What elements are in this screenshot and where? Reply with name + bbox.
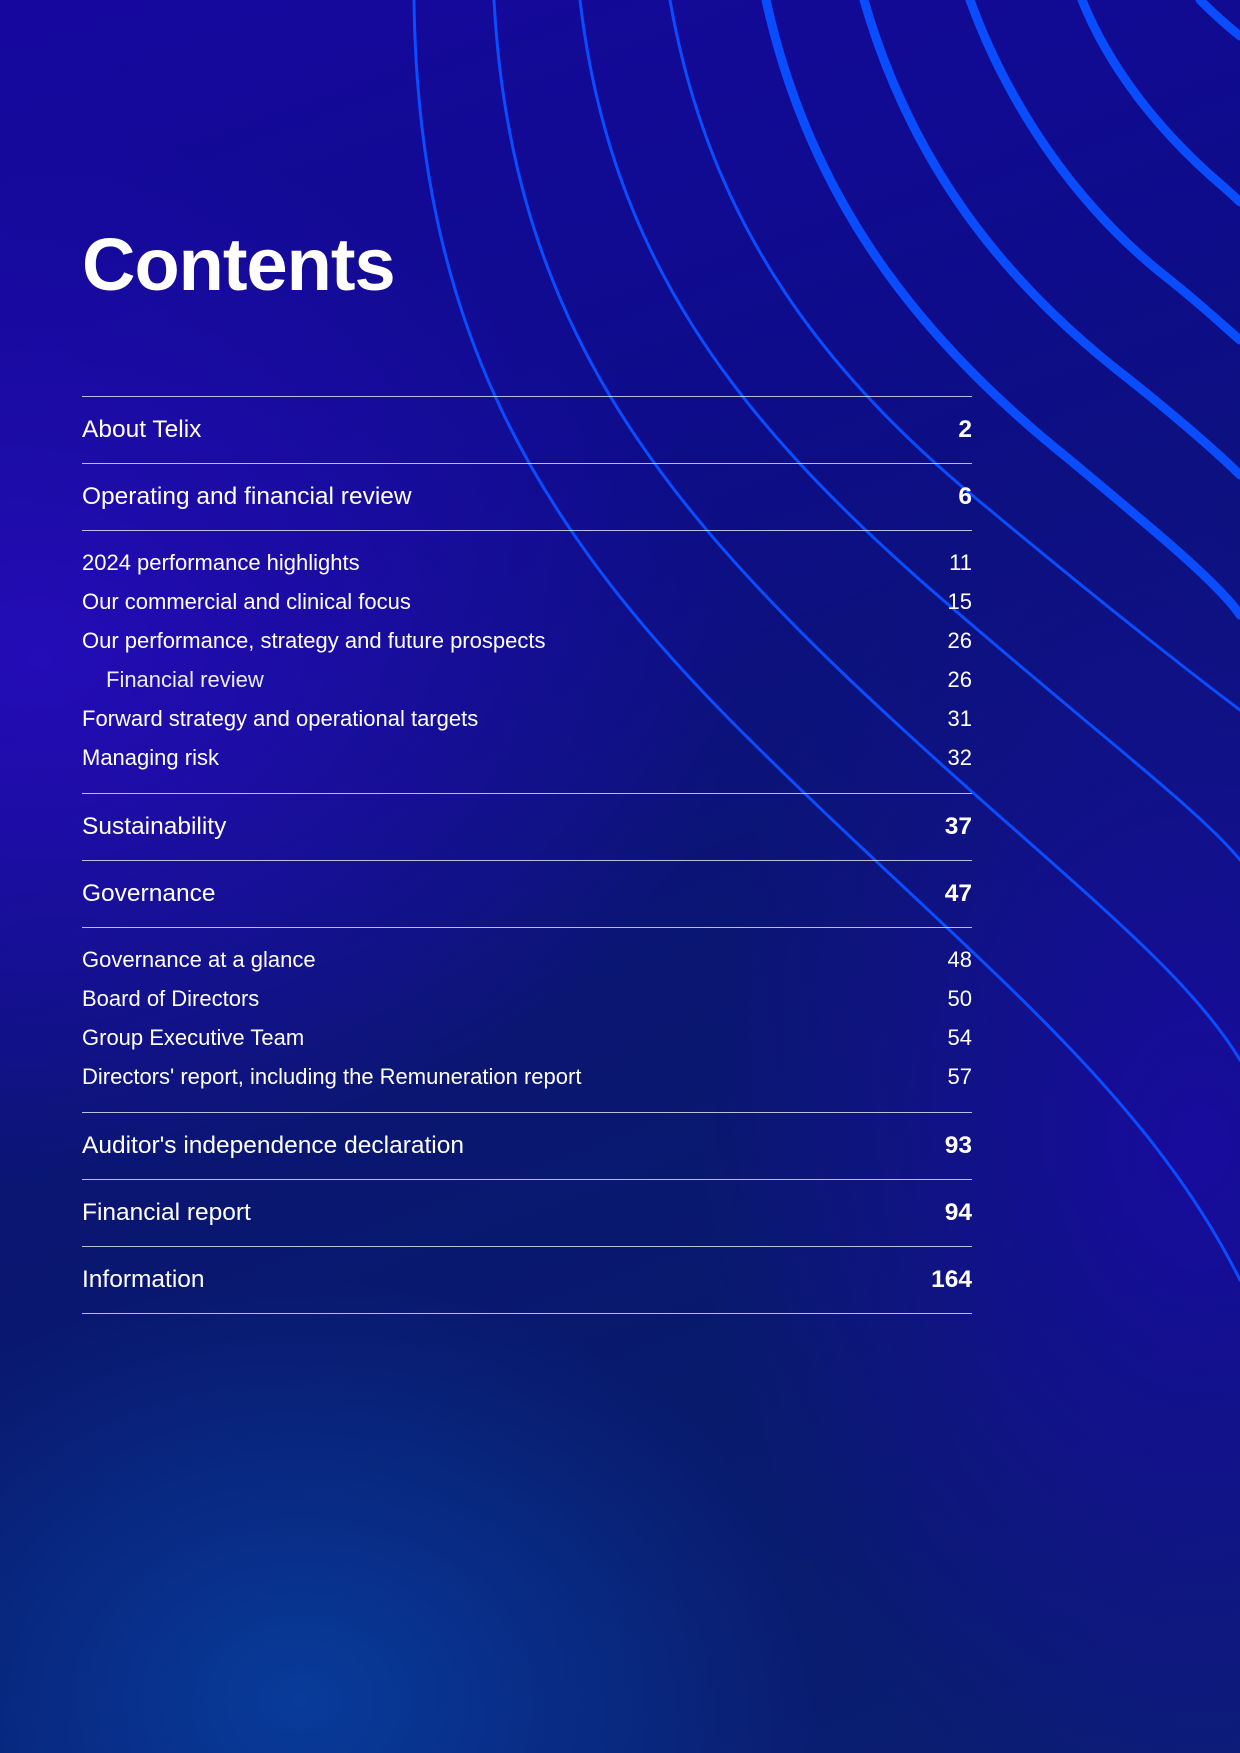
toc-item-label: Governance at a glance [82,946,316,972]
toc-item-page: 54 [947,1024,972,1050]
table-of-contents [82,396,972,1314]
toc-item-performance-highlights[interactable] [82,543,972,582]
toc-section-row[interactable] [82,1247,972,1313]
toc-item-label: Board of Directors [82,985,260,1011]
toc-section-page: 164 [931,1266,972,1293]
arc-line-8 [1082,0,1240,202]
toc-item-page: 57 [947,1063,972,1089]
toc-section-page: 6 [958,483,972,510]
toc-section-governance[interactable] [82,860,972,1112]
toc-section-label: About Telix [82,416,202,443]
toc-section-row[interactable] [82,861,972,927]
toc-item-managing-risk[interactable] [82,738,972,777]
toc-section-row[interactable] [82,794,972,860]
toc-section-about-telix[interactable] [82,396,972,463]
toc-item-directors-report[interactable] [82,1057,972,1096]
toc-section-information[interactable] [82,1246,972,1314]
toc-section-page: 2 [958,416,972,443]
toc-item-label: Our performance, strategy and future prospects [82,627,546,653]
toc-item-page: 26 [947,666,972,692]
toc-section-row[interactable] [82,464,972,530]
arc-line-9 [1200,0,1240,36]
toc-item-commercial-clinical-focus[interactable] [82,582,972,621]
toc-section-operating-review[interactable] [82,463,972,793]
toc-section-row[interactable] [82,397,972,463]
toc-section-label: Governance [82,880,216,907]
toc-section-label: Operating and financial review [82,483,412,510]
toc-subsection-list [82,927,972,1112]
toc-section-auditors-declaration[interactable] [82,1112,972,1179]
toc-item-forward-strategy[interactable] [82,699,972,738]
toc-section-label: Sustainability [82,813,227,840]
arc-line-7 [970,0,1240,340]
toc-item-financial-review[interactable] [82,660,972,699]
toc-section-page: 47 [944,880,972,907]
toc-item-label: Financial review [106,666,264,692]
toc-item-page: 11 [949,549,972,575]
toc-item-page: 15 [947,588,972,614]
toc-item-page: 50 [947,985,972,1011]
toc-item-page: 31 [947,705,972,731]
toc-item-label: Directors' report, including the Remuneration report [82,1063,582,1089]
toc-subsection-list [82,530,972,793]
page-title: Contents [82,223,395,306]
toc-item-page: 26 [947,627,972,653]
toc-section-financial-report[interactable] [82,1179,972,1246]
toc-section-page: 93 [944,1132,972,1159]
toc-item-board-of-directors[interactable] [82,979,972,1018]
toc-item-page: 48 [947,946,972,972]
toc-item-label: Our commercial and clinical focus [82,588,411,614]
toc-item-label: Group Executive Team [82,1024,305,1050]
toc-item-page: 32 [947,744,972,770]
toc-section-label: Financial report [82,1199,251,1226]
toc-item-label: 2024 performance highlights [82,549,360,575]
toc-section-page: 94 [944,1199,972,1226]
toc-section-page: 37 [944,813,972,840]
toc-item-group-executive-team[interactable] [82,1018,972,1057]
toc-section-sustainability[interactable] [82,793,972,860]
toc-section-label: Information [82,1266,205,1293]
toc-section-label: Auditor's independence declaration [82,1132,464,1159]
toc-section-row[interactable] [82,1180,972,1246]
toc-item-governance-glance[interactable] [82,940,972,979]
toc-item-performance-strategy[interactable] [82,621,972,660]
toc-item-label: Managing risk [82,744,219,770]
toc-section-row[interactable] [82,1113,972,1179]
toc-item-label: Forward strategy and operational targets [82,705,479,731]
